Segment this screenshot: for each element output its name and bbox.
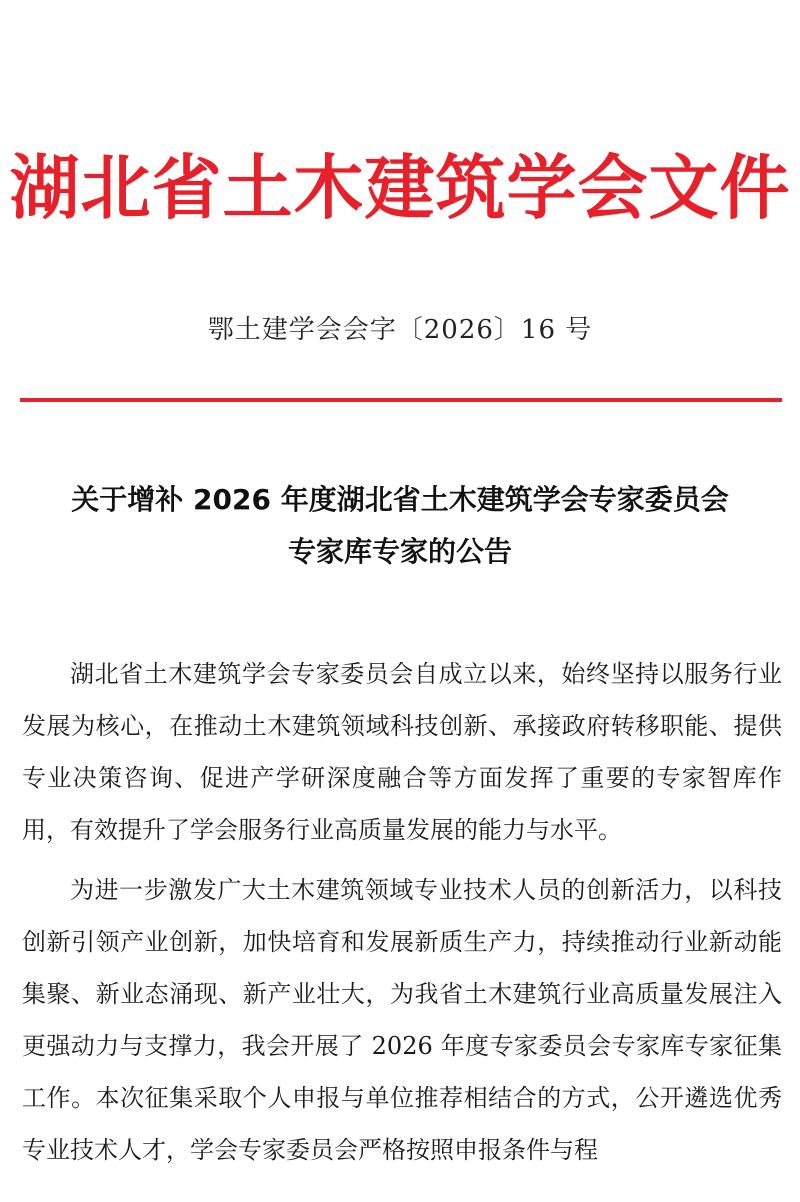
notice-title-line-2: 专家库专家的公告 [287,535,512,568]
body-paragraph-2: 为进一步激发广大土木建筑领域专业技术人员的创新活力，以科技创新引领产业创新，加快培育和发展新质生产力，持续推动行业新动能集聚、新业态涌现、新产业壮大，为我省土木建筑行业高质量发展注入更强动力与支撑力，我会开展了 2026 年度专家委员会专家库专家征集工作。本次征集采取个人申报与单位推荐相结合的方式，公开遴选优秀专业技术人才，学会专家委员会严格按照申报条件与程 [22,876,782,1164]
body-paragraph-1: 湖北省土木建筑学会专家委员会自成立以来，始终坚持以服务行业发展为核心，在推动土木建筑领域科技创新、承接政府转移职能、提供专业决策咨询、促进产学研深度融合等方面发挥了重要的专家智库作用，有效提升了学会服务行业高质量发展的能力与水平。 [22,660,782,844]
document-header-title: 湖北省土木建筑学会文件 [9,146,791,229]
red-divider-line [20,398,782,402]
document-number: 鄂土建学会会字〔2026〕16 号 [207,315,593,345]
notice-title-line-1: 关于增补 2026 年度湖北省土木建筑学会专家委员会 [71,483,729,516]
notice-title [10,474,790,578]
notice-body [22,648,782,1176]
